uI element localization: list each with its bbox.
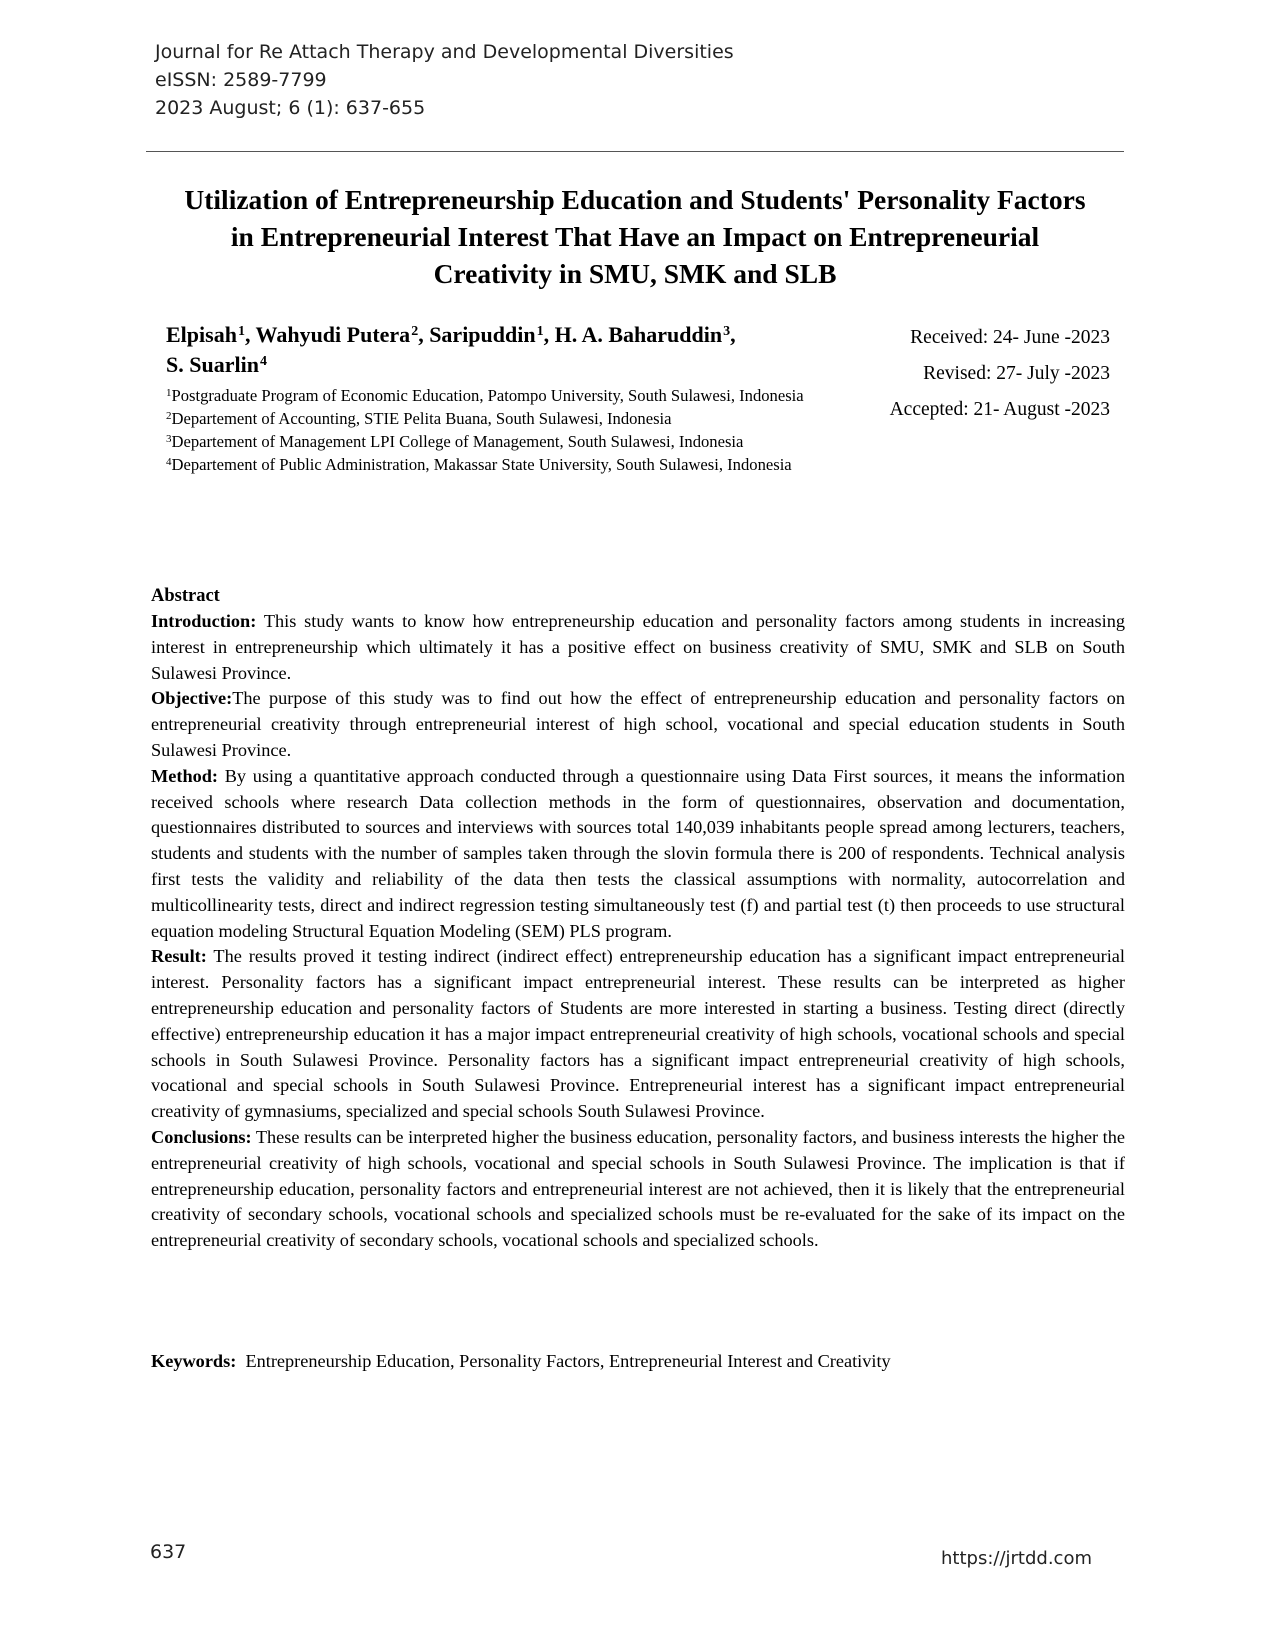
journal-url[interactable]: https://jrtdd.com — [941, 1548, 1092, 1569]
submission-dates — [890, 320, 1110, 428]
author-block — [166, 320, 826, 476]
author-separator: , — [543, 322, 555, 347]
section-label: Conclusions: — [151, 1126, 252, 1147]
paper-title — [146, 181, 1124, 292]
author-sup: 2 — [411, 324, 419, 339]
author-separator: , — [730, 322, 736, 347]
section-label: Method: — [151, 765, 219, 786]
title-line-2: in Entrepreneurial Interest That Have an Impact on Entrepreneurial — [230, 221, 1040, 252]
abstract-heading: Abstract — [151, 586, 220, 606]
section-text: The results proved it testing indirect (indirect effect) entrepreneurship education has a significant impact entrepreneurial interest. Personality factors has a significant impact entrepreneurial interest. These results can be interpreted as higher entrepreneurship education and personality factors of Students are more interested in starting a business. Testing direct (directly effective) entrepreneurship education it has a major impact entrepreneurial creativity of high schools, vocational schools and special schools in South Sulawesi Province. Personality factors has a significant impact entrepreneurial creativity of high schools, vocational and special schools in South Sulawesi Province. Entrepreneurial interest has a significant impact entrepreneurial creativity of gymnasiums, specialized and special schools South Sulawesi Province. — [151, 946, 1125, 1122]
journal-name: Journal for Re Attach Therapy and Developmental Diversities — [155, 41, 734, 63]
affiliation-text: Departement of Accounting, STIE Pelita Buana, South Sulawesi, Indonesia — [171, 409, 672, 428]
author-sup: 3 — [723, 324, 731, 339]
abstract-result — [151, 944, 1125, 1125]
affiliation-sup: 2 — [166, 410, 172, 422]
author-name: Saripuddin — [429, 322, 536, 347]
author-name: S. Suarlin — [166, 352, 259, 377]
affiliation — [166, 453, 826, 476]
author-name: Elpisah — [166, 322, 237, 347]
affiliation — [166, 384, 826, 407]
affiliation — [166, 407, 826, 430]
author-name: H. A. Baharuddin — [554, 322, 723, 347]
title-line-3: Creativity in SMU, SMK and SLB — [433, 258, 837, 289]
affiliation-text: Departement of Public Administration, Makassar State University, South Sulawesi, Indonesia — [171, 455, 792, 474]
abstract-method — [151, 764, 1125, 945]
author-sup: 4 — [259, 354, 267, 369]
section-text: The purpose of this study was to find out how the effect of entrepreneurship education and personality factors on entrepreneurial creativity through entrepreneurial interest of high school, vocational and special education students in South Sulawesi Province. — [151, 688, 1125, 760]
keywords-text: Entrepreneurship Education, Personality Factors, Entrepreneurial Interest and Creativity — [236, 1351, 891, 1371]
journal-issue: 2023 August; 6 (1): 637-655 — [155, 97, 426, 119]
section-label: Objective: — [151, 688, 233, 709]
affiliation-sup: 4 — [166, 456, 172, 468]
abstract-conclusions — [151, 1125, 1125, 1254]
abstract-introduction — [151, 609, 1125, 686]
section-label: Introduction: — [151, 611, 257, 631]
author-list — [166, 320, 826, 380]
section-text: This study wants to know how entrepreneurship education and personality factors among students in increasing interest in entrepreneurship which ultimately it has a positive effect on business creativity of SMU, SMK and SLB on South Sulawesi Province. — [151, 611, 1125, 683]
title-line-1: Utilization of Entrepreneurship Education and Students' Personality Factors — [184, 184, 1086, 215]
affiliation-text: Departement of Management LPI College of Management, South Sulawesi, Indonesia — [171, 432, 744, 451]
journal-eissn: eISSN: 2589-7799 — [155, 69, 327, 91]
abstract-objective — [151, 686, 1125, 763]
revised-date: Revised: 27- July -2023 — [923, 363, 1110, 384]
keywords — [151, 1348, 1125, 1374]
author-name: Wahyudi Putera — [255, 322, 411, 347]
affiliation-text: Postgraduate Program of Economic Education, Patompo University, South Sulawesi, Indonesia — [171, 386, 804, 405]
accepted-date: Accepted: 21- August -2023 — [889, 399, 1110, 420]
affiliation-sup: 3 — [166, 433, 172, 445]
journal-header — [155, 38, 734, 122]
author-sup: 1 — [536, 324, 544, 339]
author-separator: , — [418, 322, 430, 347]
header-divider — [146, 151, 1124, 152]
page-number: 637 — [150, 1541, 187, 1563]
affiliation-sup: 1 — [166, 387, 172, 399]
received-date: Received: 24- June -2023 — [910, 327, 1110, 348]
author-sup: 1 — [237, 324, 245, 339]
section-text: By using a quantitative approach conducted through a questionnaire using Data First sources, it means the information received schools where research Data collection methods in the form of questionnaires, observation and documentation, questionnaires distributed to sources and interviews with sources total 140,039 inhabitants people spread among lecturers, teachers, students and students with the number of samples taken through the slovin formula there is 200 of respondents. Technical analysis first tests the validity and reliability of the data then tests the classical assumptions with normality, autocorrelation and multicollinearity tests, direct and indirect regression testing simultaneously test (f) and partial test (t) then proceeds to use structural equation modeling Structural Equation Modeling (SEM) PLS program. — [151, 765, 1125, 941]
keywords-label: Keywords: — [151, 1351, 237, 1371]
affiliation — [166, 430, 826, 453]
section-text: These results can be interpreted higher the business education, personality factors, and business interests the higher the entrepreneurial creativity of high schools, vocational and special schools in South Sulawesi Province. The implication is that if entrepreneurship education, personality factors and entrepreneurial interest are not achieved, then it is likely that the entrepreneurial creativity of secondary schools, vocational schools and specialized schools must be re-evaluated for the sake of its impact on the entrepreneurial creativity of secondary schools, vocational schools and specialized schools. — [151, 1126, 1125, 1251]
section-label: Result: — [151, 946, 207, 967]
author-separator: , — [244, 322, 256, 347]
abstract — [151, 583, 1125, 1254]
